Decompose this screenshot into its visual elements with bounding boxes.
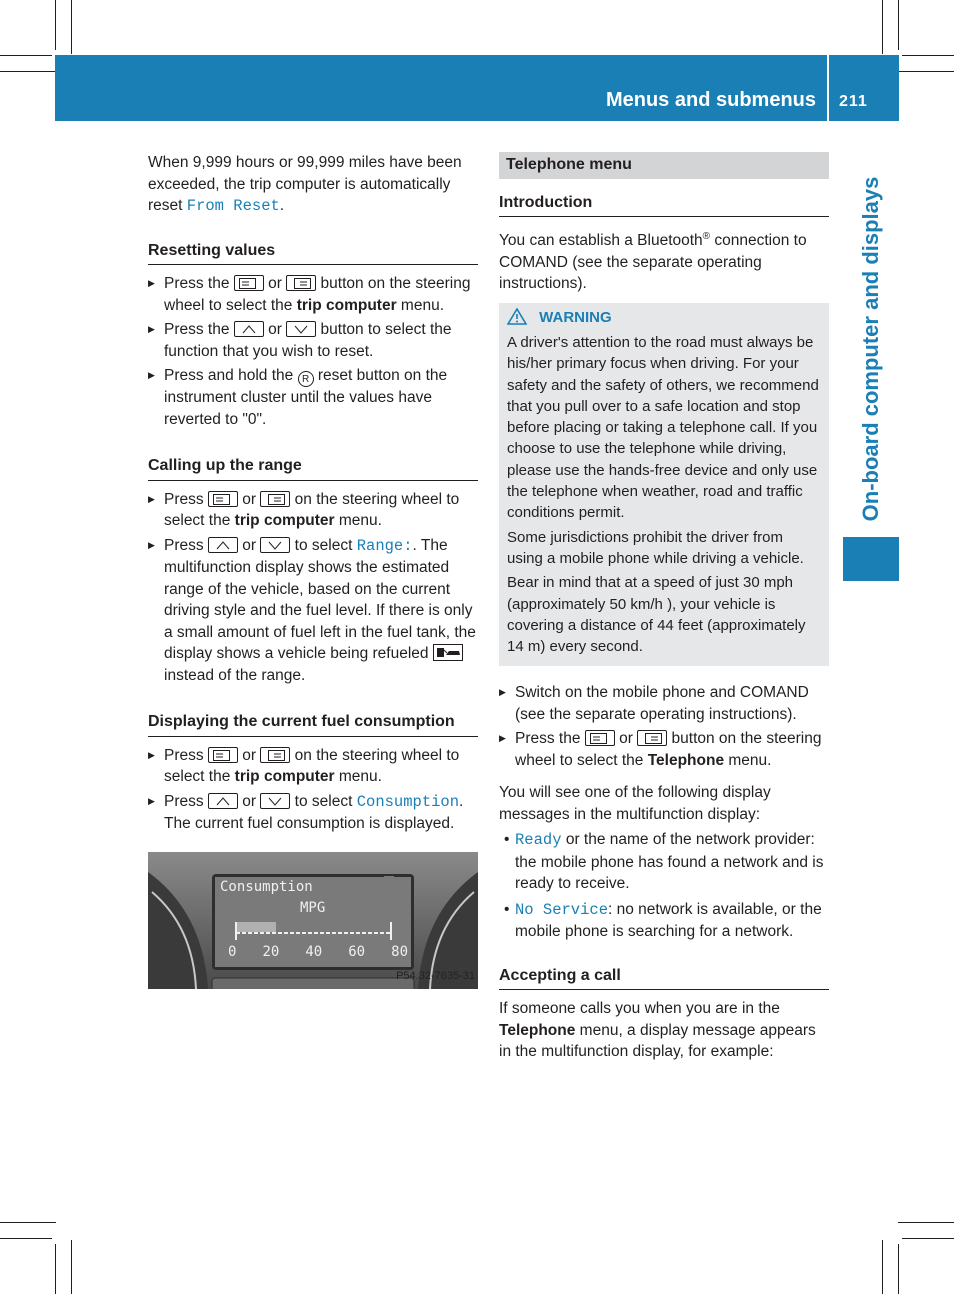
instrument-cluster-figure: [148, 852, 478, 989]
crop-mark: [898, 0, 899, 50]
crop-mark: [0, 55, 52, 56]
step-item: ▶ Press the or button on the steering wheel to select the Telephone menu.: [499, 728, 829, 771]
intro-paragraph: When 9,999 hours or 99,999 miles have been exceeded, the trip computer is automatically reset From Reset.: [148, 154, 462, 215]
down-arrow-key-icon: [286, 321, 316, 337]
step-item: ▶ Press or to select Range:. The multifunction display shows the estimated range of the vehicle, based on the current driving style and the fuel level. If there is only a small amount of fuel left in the fuel tank, the display shows a vehicle being refueled instead of the range.: [148, 535, 478, 687]
display-scale: [228, 942, 408, 964]
left-column: [148, 152, 478, 989]
warning-header: [507, 307, 821, 328]
message-list: [499, 829, 829, 943]
up-arrow-key-icon: [234, 321, 264, 337]
warning-triangle-icon: [507, 309, 527, 326]
crop-mark: [898, 1244, 899, 1294]
menu-back-key-icon: [208, 491, 238, 507]
crop-mark: [0, 71, 56, 72]
step-list: [148, 489, 478, 687]
step-list: [148, 745, 478, 835]
section-heading: Resetting values: [148, 240, 478, 266]
step-item: ▶ Press or on the steering wheel to select the trip computer menu.: [148, 489, 478, 532]
crop-mark: [55, 1244, 56, 1294]
crop-mark: [71, 0, 72, 54]
scale-label: 0: [228, 943, 237, 960]
side-tab: [840, 166, 900, 532]
list-item: • No Service: no network is available, or the mobile phone is searching for a network.: [499, 899, 829, 943]
page-header: [55, 55, 899, 121]
step-list: [499, 682, 829, 771]
header-title: Menus and submenus: [605, 89, 816, 111]
crop-mark: [898, 1222, 954, 1223]
section-title: Telephone menu: [499, 152, 829, 179]
step-item: ▶ Press the or button on the steering wheel to select the trip computer menu.: [148, 273, 478, 316]
section-heading: Accepting a call: [499, 965, 829, 991]
list-item: • Ready or the name of the network provider: the mobile phone has found a network and is ready to receive.: [499, 829, 829, 895]
intro-paragraph: You can establish a Bluetooth® connection to COMAND (see the separate operating instructions).: [499, 231, 807, 293]
display-text: From Reset: [186, 197, 280, 215]
warning-box: [499, 303, 829, 667]
scale-label: 80: [391, 943, 408, 960]
step-item: ▶ Switch on the mobile phone and COMAND (see the separate operating instructions).: [499, 682, 829, 725]
crop-mark: [898, 71, 954, 72]
step-item: ▶ Press or on the steering wheel to select the trip computer menu.: [148, 745, 478, 788]
step-item: ▶ Press or to select Consumption. The current fuel consumption is displayed.: [148, 791, 478, 835]
step-item: ▶ Press the or button to select the function that you wish to reset.: [148, 319, 478, 362]
crop-mark: [71, 1240, 72, 1294]
crop-mark: [882, 1240, 883, 1294]
section-heading: Introduction: [499, 192, 829, 218]
crop-mark: [55, 0, 56, 50]
menu-back-key-icon: [234, 275, 264, 291]
up-arrow-key-icon: [208, 537, 238, 553]
right-column: [499, 152, 829, 1063]
accept-paragraph: If someone calls you when you are in the Telephone menu, a display message appears in the multifunction display, for example:: [499, 1000, 816, 1061]
menu-back-key-icon: [208, 747, 238, 763]
down-arrow-key-icon: [260, 537, 290, 553]
menu-forward-key-icon: [286, 275, 316, 291]
page-number: 211: [839, 93, 868, 110]
crop-mark: [0, 1222, 56, 1223]
crop-mark: [0, 1238, 52, 1239]
refuel-icon: [433, 644, 463, 661]
display-title: Consumption: [220, 878, 313, 895]
scale-label: 40: [305, 943, 323, 960]
scale-label: 60: [348, 943, 366, 960]
display-unit: MPG: [300, 899, 326, 916]
crop-mark: [882, 0, 883, 54]
up-arrow-key-icon: [208, 793, 238, 809]
reset-button-icon: R: [298, 371, 314, 387]
side-tab-marker: [843, 537, 899, 581]
section-heading: Calling up the range: [148, 455, 478, 481]
warning-text: Bear in mind that at a speed of just 30 mph (approximately 50 km/h ), your vehicle is covering a distance of 44 feet (approximately 14 m) every second.: [507, 574, 806, 656]
crop-mark: [902, 55, 954, 56]
step-item: ▶ Press and hold the R reset button on the instrument cluster until the values have reverted to "0".: [148, 365, 478, 430]
display-text: Range:: [356, 536, 413, 555]
display-text: Ready: [515, 831, 562, 850]
step-list: [148, 273, 478, 430]
warning-title: WARNING: [539, 308, 612, 326]
messages-intro: You will see one of the following display messages in the multifunction display:: [499, 784, 771, 823]
menu-forward-key-icon: [260, 747, 290, 763]
warning-text: A driver's attention to the road must always be his/her primary focus when driving. For your safety and the safety of others, we recommend that you pull over to a safe location and stop before placing or taking a telephone call. If you choose to use the telephone while driving, please use the hands-free device and only use the telephone when weather, road and traffic conditions permit.: [507, 333, 819, 522]
section-heading: Displaying the current fuel consumption: [148, 711, 478, 737]
display-text: No Service: [515, 900, 609, 919]
warning-text: Some jurisdictions prohibit the driver from using a mobile phone while driving a vehicle.: [507, 528, 804, 567]
menu-back-key-icon: [585, 730, 615, 746]
menu-forward-key-icon: [260, 491, 290, 507]
down-arrow-key-icon: [260, 793, 290, 809]
side-tab-label: On-board computer and displays: [858, 176, 884, 522]
scale-label: 20: [262, 943, 280, 960]
display-text: Consumption: [356, 792, 460, 811]
menu-forward-key-icon: [637, 730, 667, 746]
crop-mark: [902, 1238, 954, 1239]
header-divider: [827, 55, 829, 121]
figure-caption: P54.32-7635-31: [396, 970, 475, 982]
